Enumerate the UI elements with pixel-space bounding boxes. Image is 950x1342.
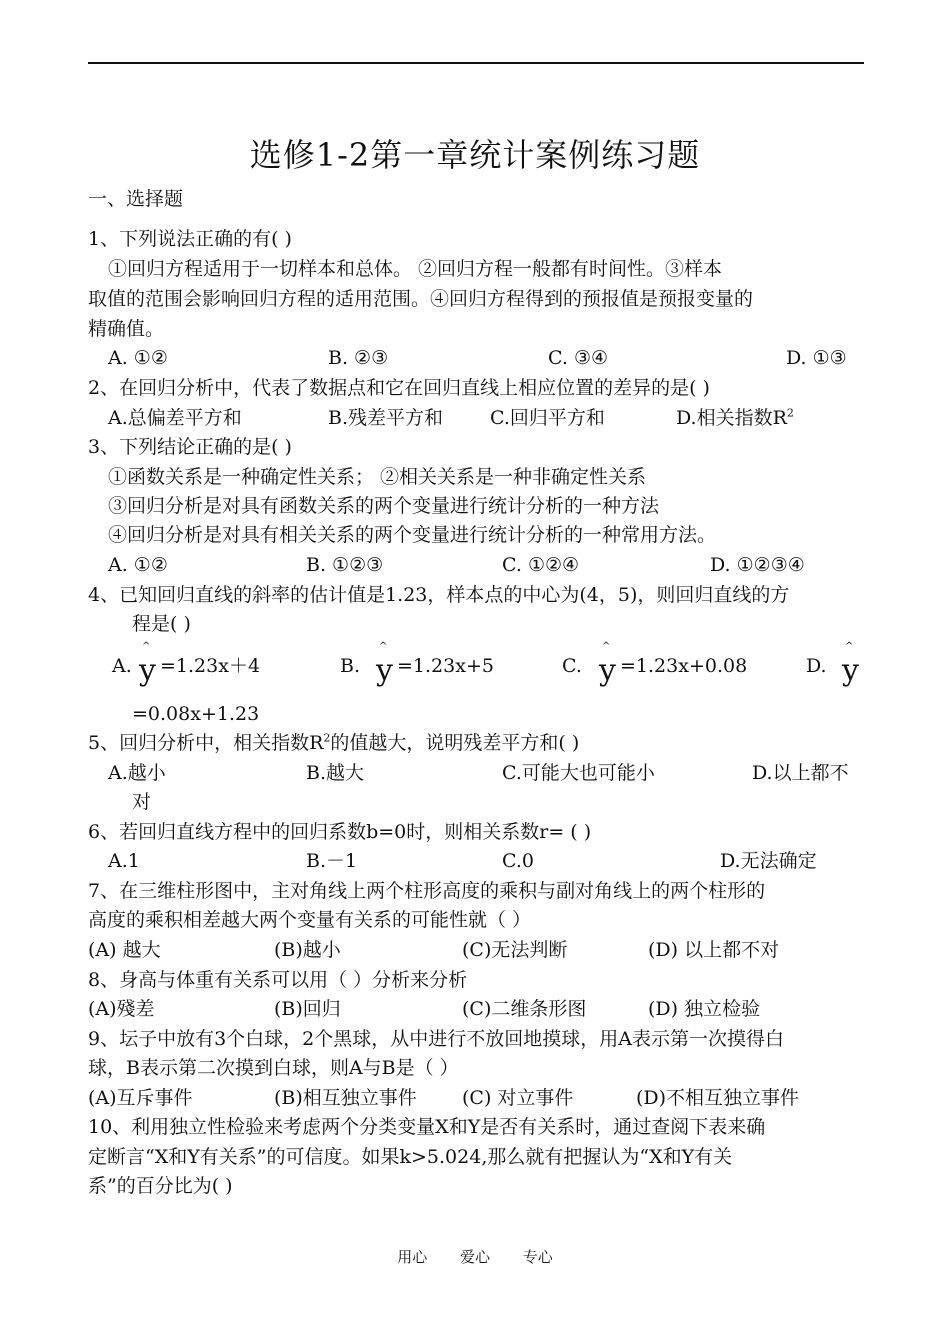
- q6-option-a: A.1: [108, 850, 140, 872]
- q3-stem: 3、下列结论正确的是( ): [88, 436, 292, 458]
- q8-option-c: (C)二维条形图: [462, 998, 587, 1020]
- q9-option-a: (A)互斥事件: [88, 1087, 193, 1109]
- q1-stem: 1、下列说法正确的有( ): [88, 228, 292, 250]
- q4-option-a-yhat: [139, 641, 156, 688]
- q7-option-c: (C)无法判断: [462, 939, 568, 961]
- q1-line-3: 精确值。: [88, 318, 165, 340]
- q1-line-2: 取值的范围会影响回归方程的适用范围。④回归方程得到的预报值是预报变量的: [88, 288, 754, 310]
- q5-option-c: C.可能大也可能小: [502, 762, 655, 784]
- q7-line-2: 高度的乘积相差越大两个变量有关系的可能性就（ ）: [88, 909, 532, 931]
- q5-stem-a: 5、回归分析中，相关指数R: [88, 732, 324, 754]
- q4-stem-2: 程是( ): [132, 613, 191, 635]
- q3-option-a: A. ①②: [108, 554, 168, 576]
- q10-line-3: 系”的百分比为( ): [88, 1175, 233, 1197]
- q1-line-1: ①回归方程适用于一切样本和总体。 ②回归方程一般都有时间性。③样本: [108, 258, 723, 280]
- page-footer: [0, 1246, 950, 1267]
- q5-option-b: B.越大: [306, 762, 365, 784]
- q1-option-b: B. ②③: [328, 347, 389, 369]
- q2-option-d-text: D.相关指数R: [676, 407, 787, 429]
- q3-option-c: C. ①②④: [502, 554, 580, 576]
- q4-option-b-yhat: [376, 641, 393, 688]
- q8-option-d: (D) 独立检验: [648, 998, 761, 1020]
- y-symbol: y: [139, 653, 156, 688]
- q6-stem: 6、若回归直线方程中的回归系数b=0时，则相关系数r= ( ): [88, 821, 592, 843]
- q4-option-c-yhat: [599, 641, 616, 688]
- q2-option-d: [676, 405, 794, 431]
- q5-superscript: 2: [323, 731, 331, 745]
- q8-option-a: (A)殘差: [88, 998, 155, 1020]
- q2-superscript: 2: [786, 406, 794, 420]
- footer-text-2: 爱心: [459, 1248, 490, 1266]
- q7-option-d: (D) 以上都不对: [648, 939, 780, 961]
- q9-line-2: 球，B表示第二次摸到白球，则A与B是（ ）: [88, 1057, 459, 1079]
- q3-line-3: ④回归分析是对具有相关关系的两个变量进行统计分析的一种常用方法。: [108, 524, 717, 546]
- q4-option-b-label: B.: [340, 655, 361, 677]
- footer-text-3: 专心: [522, 1248, 553, 1266]
- q9-option-b: (B)相互独立事件: [274, 1087, 417, 1109]
- hat-symbol: ^: [602, 641, 611, 652]
- q9-line-1: 9、坛子中放有3个白球，2个黑球，从中进行不放回地摸球，用A表示第一次摸得白: [88, 1028, 784, 1050]
- q3-line-1: ①函数关系是一种确定性关系； ②相关关系是一种非确定性关系: [108, 466, 647, 488]
- q6-option-c: C.0: [502, 850, 534, 872]
- q2-option-b: B.残差平方和: [328, 407, 444, 429]
- q4-option-b-eq: =1.23x+5: [397, 655, 494, 677]
- q3-line-2: ③回归分析是对具有函数关系的两个变量进行统计分析的一种方法: [108, 495, 660, 517]
- q1-option-a: A. ①②: [108, 347, 168, 369]
- y-symbol: y: [842, 653, 859, 688]
- q8-option-b: (B)回归: [274, 998, 341, 1020]
- q4-option-d-eq: =0.08x+1.23: [132, 703, 260, 725]
- q4-option-d-label: D.: [806, 655, 827, 677]
- hat-symbol: ^: [142, 641, 151, 652]
- q8-stem: 8、身高与体重有关系可以用（ ）分析来分析: [88, 969, 468, 991]
- q5-option-a: A.越小: [108, 762, 166, 784]
- q2-stem: 2、在回归分析中，代表了数据点和它在回归直线上相应位置的差异的是( ): [88, 377, 710, 399]
- q4-option-a-label: A.: [112, 655, 132, 677]
- hat-symbol: ^: [379, 641, 388, 652]
- q1-option-c: C. ③④: [548, 347, 609, 369]
- q10-line-2: 定断言“X和Y有关系”的可信度。如果k>5.024,那么就有把握认为“X和Y有关: [88, 1146, 733, 1168]
- y-symbol: y: [376, 653, 393, 688]
- q2-option-c: C.回归平方和: [490, 407, 605, 429]
- hat-symbol: ^: [845, 641, 854, 652]
- q3-option-b: B. ①②③: [306, 554, 384, 576]
- q4-option-c-label: C.: [562, 655, 582, 677]
- footer-text-1: 用心: [397, 1248, 428, 1266]
- q4-option-a-eq: =1.23x＋4: [160, 655, 261, 677]
- q4-stem-1: 4、已知回归直线的斜率的估计值是1.23，样本点的中心为(4，5)，则回归直线的方: [88, 584, 790, 606]
- q5-stem: [88, 730, 579, 756]
- q7-option-a: (A) 越大: [88, 939, 161, 961]
- header-rule: [88, 62, 864, 64]
- q9-option-c: (C) 对立事件: [462, 1087, 574, 1109]
- q7-option-b: (B)越小: [274, 939, 341, 961]
- q3-option-d: D. ①②③④: [710, 554, 805, 576]
- q5-option-d-wrap: 对: [132, 791, 152, 813]
- q9-option-d: (D)不相互独立事件: [636, 1087, 800, 1109]
- q5-stem-b: 的值越大，说明残差平方和( ): [330, 732, 580, 754]
- q2-option-a: A.总偏差平方和: [108, 407, 242, 429]
- q10-line-1: 10、利用独立性检验来考虑两个分类变量X和Y是否有关系时，通过查阅下表来确: [88, 1116, 766, 1138]
- q7-line-1: 7、在三维柱形图中，主对角线上两个柱形高度的乘积与副对角线上的两个柱形的: [88, 880, 766, 902]
- q4-option-c-eq: =1.23x+0.08: [620, 655, 748, 677]
- q6-option-b: B.－1: [306, 850, 358, 872]
- q1-option-d: D. ①③: [786, 347, 847, 369]
- q6-option-d: D.无法确定: [720, 850, 817, 872]
- q5-option-d: D.以上都不: [752, 762, 849, 784]
- y-symbol: y: [599, 653, 616, 688]
- page-title: 选修1-2第一章统计案例练习题: [249, 136, 701, 174]
- section-heading: 一、选择题: [88, 188, 184, 210]
- q4-option-d-yhat: [842, 641, 859, 688]
